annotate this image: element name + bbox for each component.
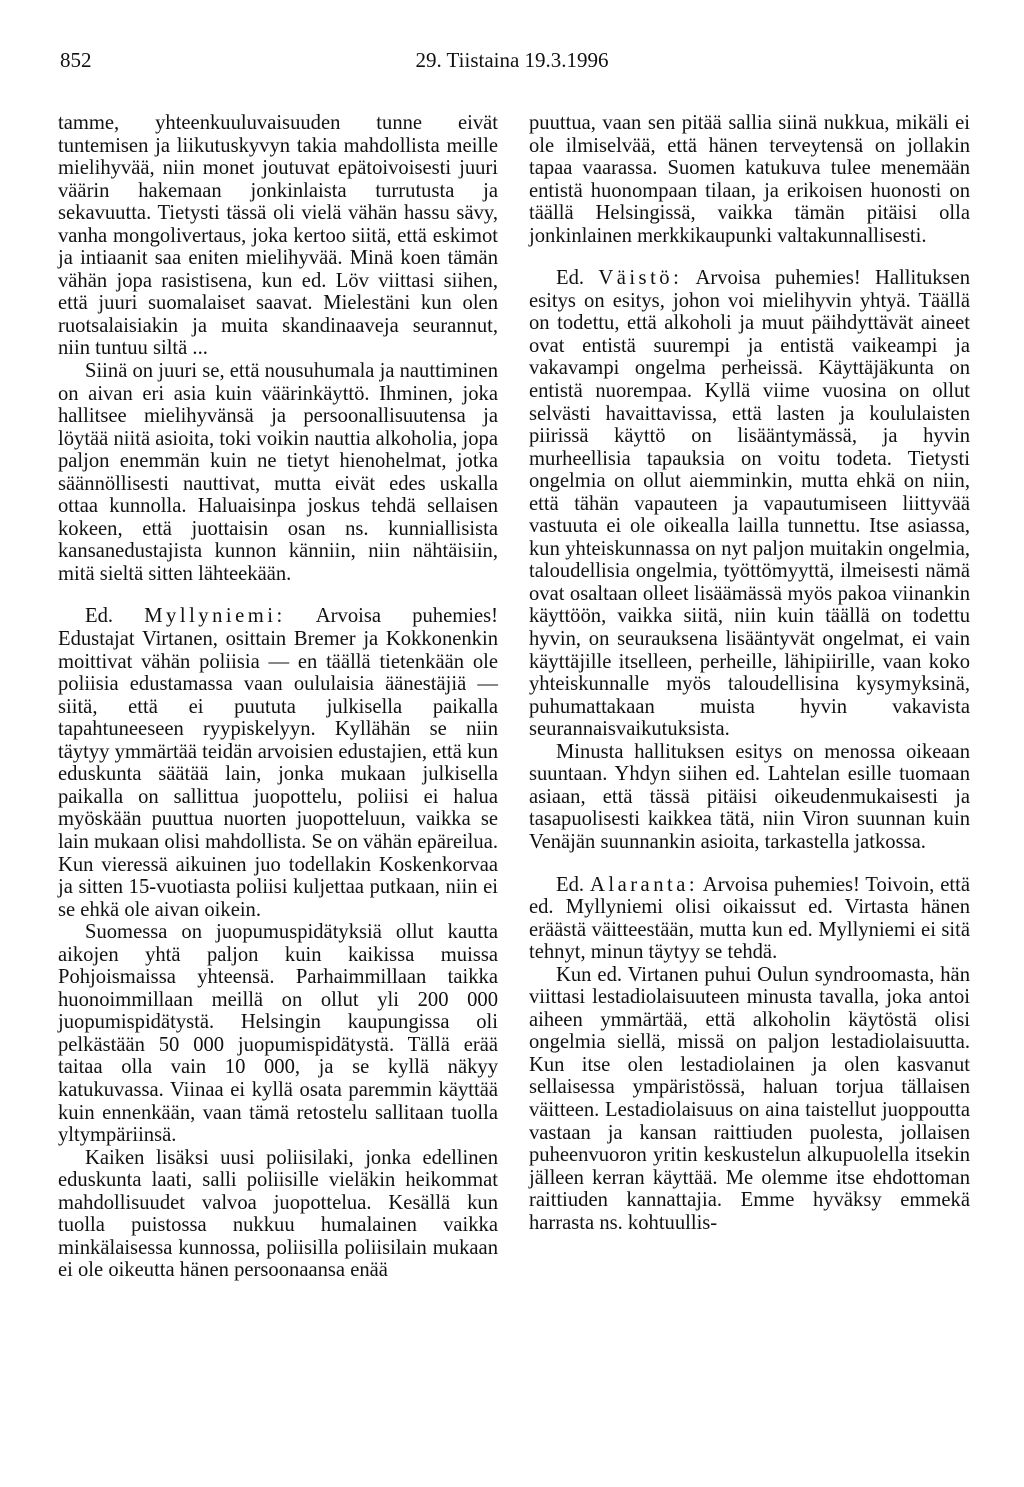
speaker-prefix: Ed. [556,267,599,290]
speech-text: Arvoisa puhemies! Hallituksen esitys on esitys, johon voi mielihyvin yhtyä. Täällä on todettu, että alkoholi ja muut päihdyttävät aineet ovat entistä suurempi ja entistä vaikeampi ja vakavampi ongelma perheissä. Käyttäjäkunta on entistä nuorempaa. Kyllä viime vuosina on ollut selvästi havaittavissa, että lasten ja koululaisten piirissä käyttö on lisääntymässä, ja hyvin murheellisia tapauksia on voitu todeta. Tietysti ongelmia on ollut aiemminkin, mutta ehkä on niin, että tähän vapauteen ja vapautumiseen liittyvää vastuuta ei ole oikealla lailla tunnettu. Itse asiassa, kun yhteiskunnassa on nyt paljon muitakin ongelmia, taloudellisia ongelmia, työttömyyttä, ilmeisesti nämä ovat osaltaan olleet lisäämässä myös pakoa viinankin käyttöön, vaikka siitä, niin kuin täällä on todettu hyvin, on seurauksena lisääntyvät ongelmat, ei vain käyttäjille itselleen, perheille, lähipiirille, vaan koko yhteiskunnalle myös taloudellisina kysymyksinä, puhumattakaan muista hyvin vakavista seurannaisvaikutuksista. [529,267,970,741]
speaker-prefix: Ed. [556,873,590,896]
right-column [529,112,970,1234]
paragraph: tamme, yhteenkuuluvaisuuden tunne eivät tuntemisen ja liikutuskyvyn takia mahdollista meille mielihyvää, niin monet joutuvat epätoivoisesti juuri väärin hakemaan jonkinlaista turrutusta ja sekavuutta. Tietysti tässä oli vielä vähän hassu sävy, vanha mongolivertaus, joka kertoo siitä, että eskimot ja intiaanit saa eniten mielihyvää. Minä koen tämän vähän jopa rasistisena, kun ed. Löv viittasi siihen, että juuri suomalaiset saavat. Mielestäni kun olen ruotsalaisiakin ja muita skandinaaveja seurannut, niin tuntuu siltä ... [58,112,498,360]
speaker-prefix: Ed. [85,605,145,628]
paragraph: Minusta hallituksen esitys on menossa oikeaan suuntaan. Yhdyn siihen ed. Lahtelan esille tuomaan asiaan, että tässä pitäisi oikeudenmukaisesti ja tasapuolisesti kaikkea tätä, niin Viron suunnan kuin Venäjän suunnankin asioita, tarkastella jatkossa. [529,740,970,853]
speech-text: Arvoisa puhemies! Edustajat Virtanen, osittain Bremer ja Kokkonenkin moittivat vähän poliisia — en täällä tietenkään ole poliisia edustamassa vaan oululaisia äänestäjiä — siitä, että ei puututa julkisella paikalla tapahtuneeseen ryypiskelyyn. Kyllähän se niin täytyy ymmärtää teidän arvoisien edustajien, että kun eduskunta säätää lain, jonka mukaan julkisella paikalla on sallittua juopottelu, poliisi ei halua myöskään puuttua nuorten juopotteluun, vaikka se lain mukaan olisi mahdollista. Se on vähän epäreilua. Kun vieressä aikuinen juo todellakin Koskenkorvaa ja sitten 15-vuotiasta poliisi kuljettaa putkaan, niin ei se ehkä ole aivan oikein. [58,605,498,921]
paragraph: Kun ed. Virtanen puhui Oulun syndroomasta, hän viittasi lestadiolaisuuteen minusta tavalla, joka antoi aiheen ymmärtää, että alkoholin käytöstä olisi ongelmia siellä, missä on paljon lestadiolaisuutta. Kun itse olen lestadiolainen ja olen kasvanut sellaisessa ympäristössä, haluan torjua tällaisen väitteen. Lestadiolaisuus on aina taistellut juoppoutta vastaan ja kansan raittiuden puolesta, jollaisen puheenvuoron yritin keskustelun alkupuolella itsekin jälleen kerran käyttää. Me olemme itse ehdottoman raittiuden kannattajia. Emme hyväksy emmekä harrasta ns. kohtuullis- [529,963,970,1234]
paragraph: puuttua, vaan sen pitää sallia siinä nukkua, mikäli ei ole ilmiselvää, että hänen terveytensä on jollakin tapaa vaarassa. Suomen katukuva tulee menemään entistä huonompaan tilaan, ja erikoisen huonosti on täällä Helsingissä, vaikka tämän pitäisi olla jonkinlainen merkkikaupunki valtakunnallisesti. [529,112,970,247]
paragraph: Kaiken lisäksi uusi poliisilaki, jonka edellinen eduskunta laati, salli poliisille vieläkin heikommat mahdollisuudet valvoa juopottelua. Kesällä kun tuolla puistossa nukkuu humalainen vaikka minkälaisessa kunnossa, poliisilla poliisilain mukaan ei ole oikeutta hänen persoonaansa enää [58,1146,498,1282]
speech-vaisto [529,267,970,740]
running-title: 29. Tiistaina 19.3.1996 [415,48,609,72]
speaker-name: Alaranta: [589,873,699,896]
speech-text: Arvoisa puhemies! Toivoin, että ed. Myllyniemi olisi oikaissut ed. Virtasta hänen eräästä väitteestään, mutta kun ed. Myllyniemi ei sitä tehnyt, minun täytyy se tehdä. [529,873,970,964]
speech-alaranta [529,874,970,964]
page-number: 852 [60,48,92,72]
speaker-name: Myllyniemi: [144,605,286,628]
speaker-name: Väistö: [598,267,683,290]
speech-myllyniemi [58,605,498,921]
paragraph: Siinä on juuri se, että nousuhumala ja nauttiminen on aivan eri asia kuin väärinkäyttö. Ihminen, joka hallitsee mielihyvänsä ja persoonallisuutensa ja löytää niitä asioita, toki voikin nauttia alkoholia, jopa paljon enemmän kuin ne tietyt hienohelmat, jotka säännöllisesti nauttivat, mutta eivät edes uskalla ottaa kunnolla. Haluaisinpa joskus tehdä sellaisen kokeen, että juottaisin osan ns. kunniallisista kansanedustajista kunnon känniin, niin nähtäisiin, mitä sieltä sitten lähteekään. [58,360,498,585]
left-column [58,112,498,1282]
paragraph: Suomessa on juopumuspidätyksiä ollut kautta aikojen yhtä paljon kuin kaikissa muissa Pohjoismaissa yhteensä. Parhaimmillaan taikka huonoimmillaan meillä on ollut yli 200 000 juopumispidätystä. Helsingin kaupungissa oli pelkästään 50 000 juopumispidätystä. Tällä erää taitaa olla vain 10 000, ja se kyllä näkyy katukuvassa. Viinaa ei kyllä osata paremmin käyttää kuin ennenkään, vaan tämä retostelu sallitaan tuolla yltympäriinsä. [58,921,498,1147]
